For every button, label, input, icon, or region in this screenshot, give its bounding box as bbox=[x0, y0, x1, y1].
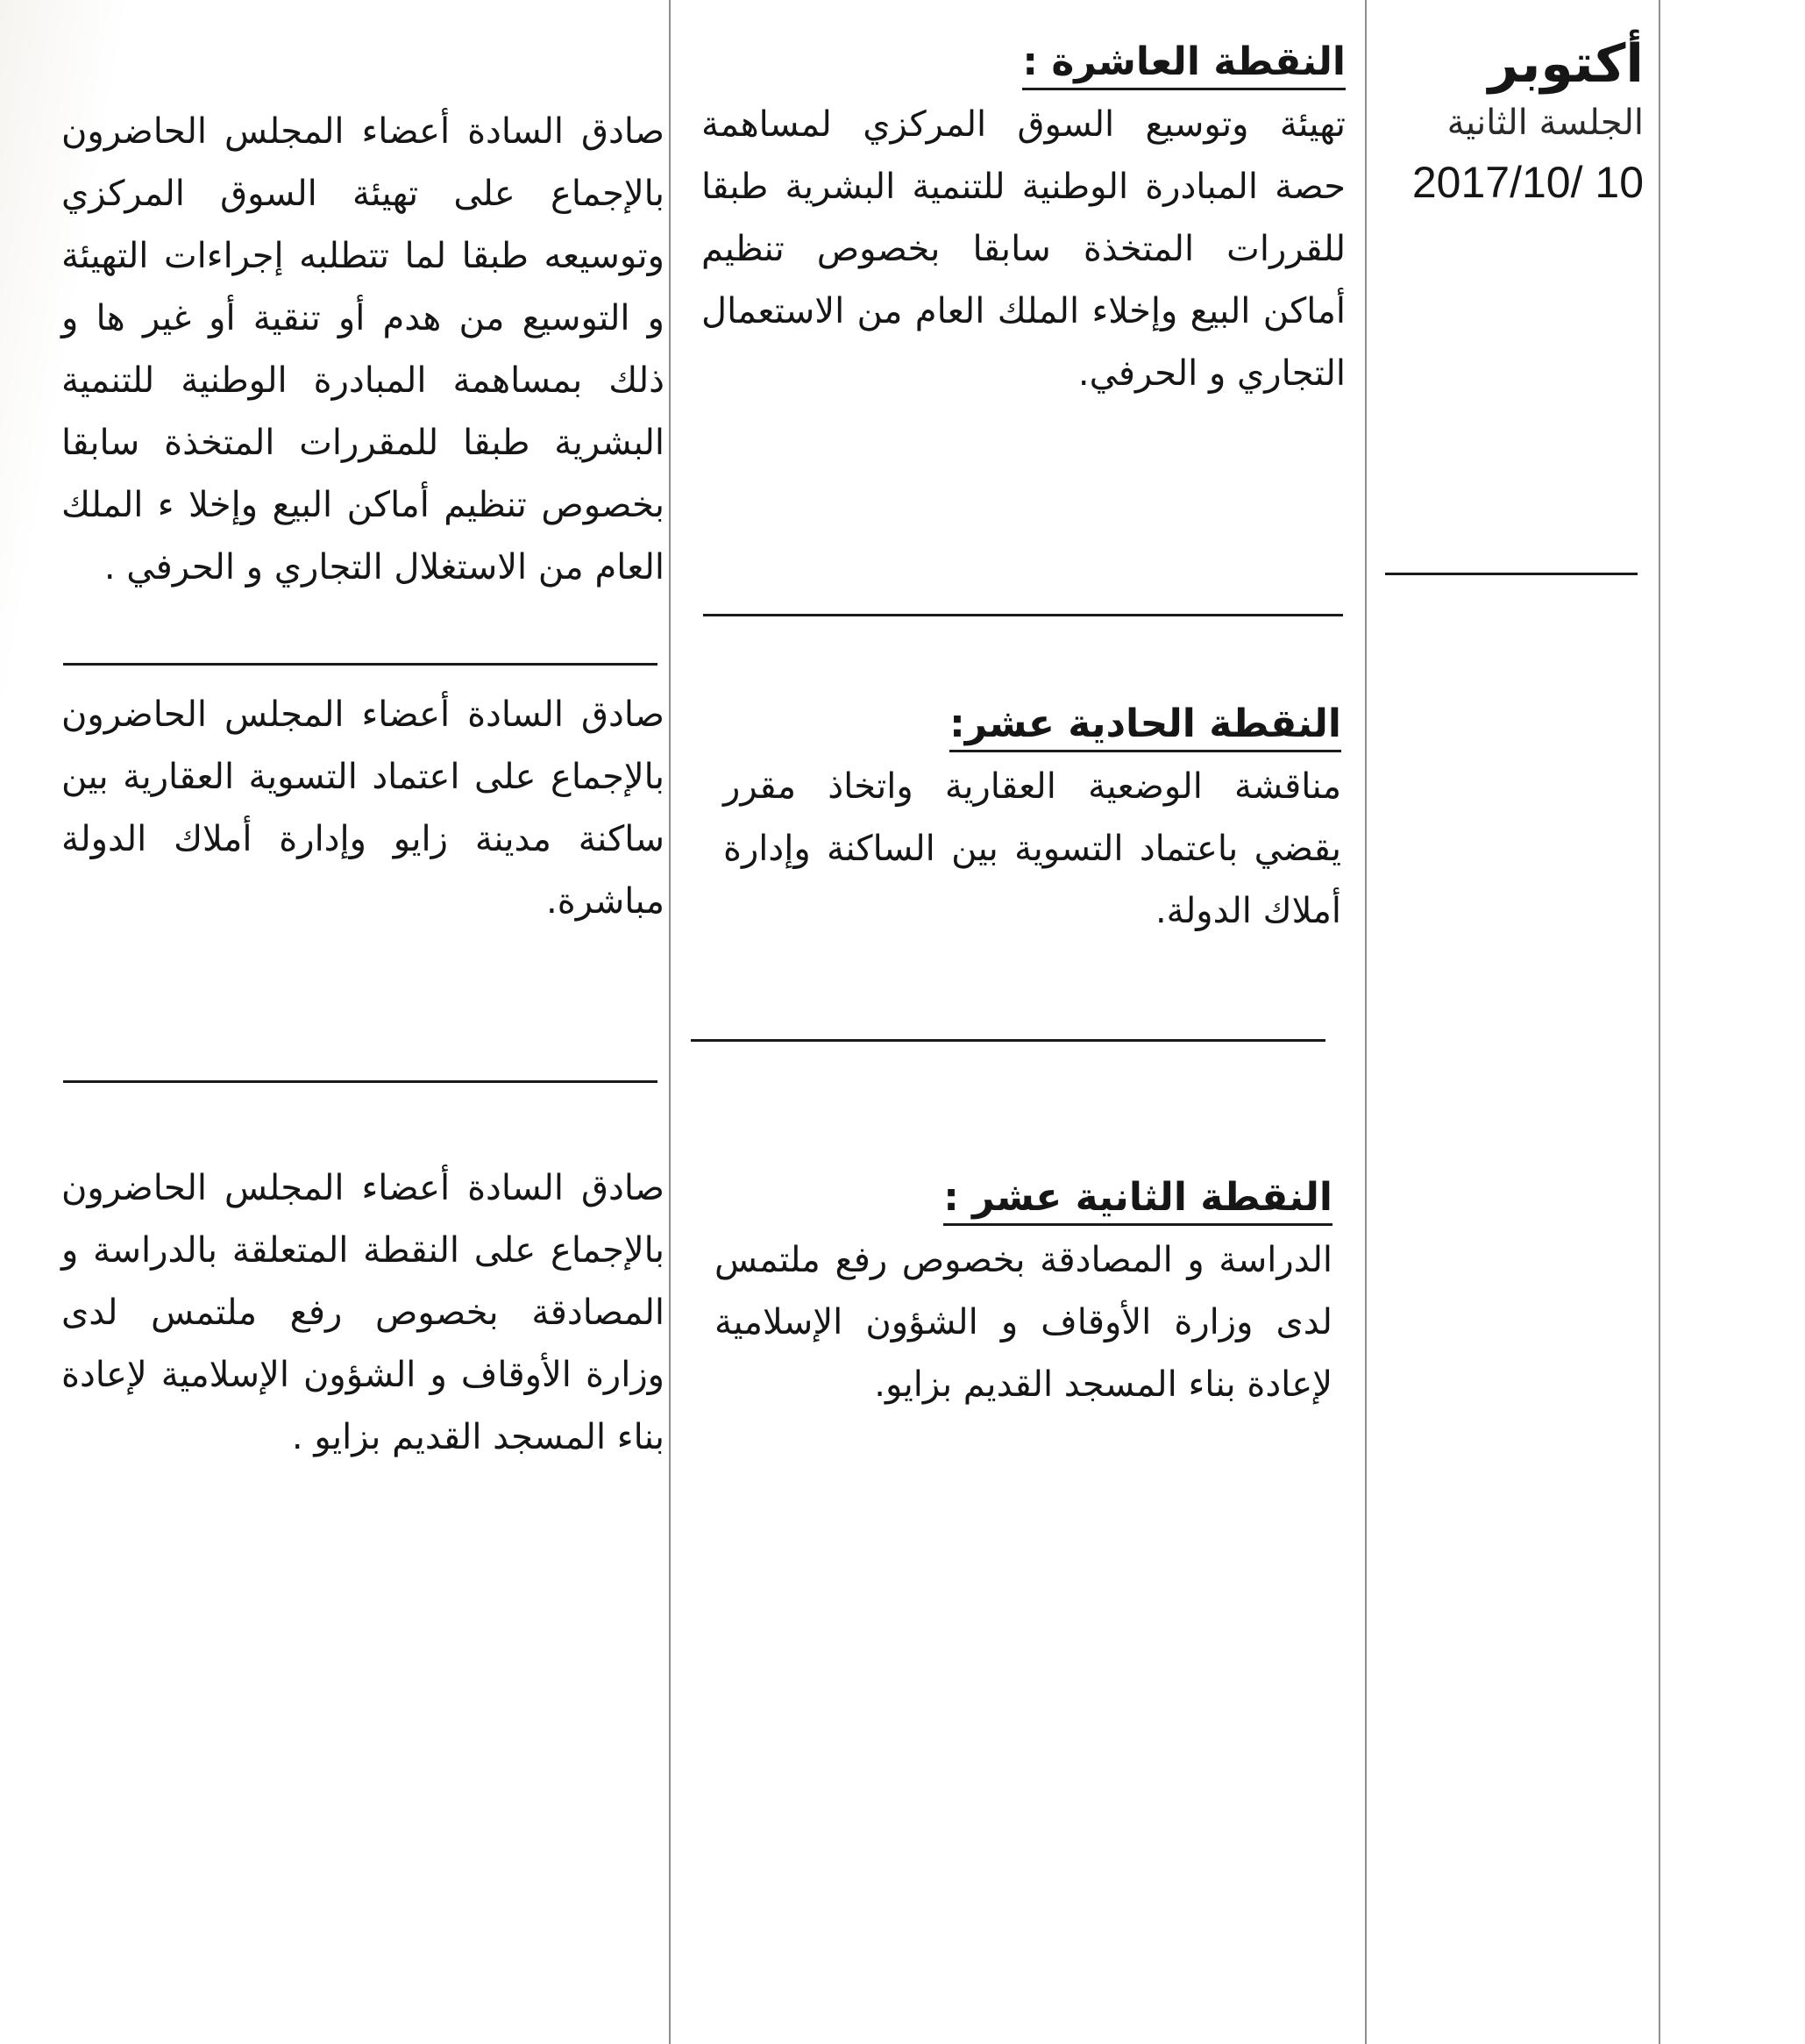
point-11-description bbox=[723, 702, 1341, 943]
point-10-heading-wrap bbox=[701, 39, 1346, 90]
point-12-decision-text: صادق السادة أعضاء المجلس الحاضرون بالإجماع على النقطة المتعلقة بالدراسة و المصادقة بخصوص رفع ملتمس لدى وزارة الأوقاف و الشؤون الإسلامية لإعادة بناء المسجد القديم بزايو . bbox=[61, 1168, 664, 1457]
point-11-decision bbox=[61, 684, 664, 933]
point-11-rule bbox=[691, 1039, 1325, 1042]
session-date: 2017/10/ 10 bbox=[1411, 158, 1644, 207]
point-11-heading: النقطة الحادية عشر: bbox=[949, 702, 1341, 752]
point-12-heading: النقطة الثانية عشر : bbox=[943, 1175, 1332, 1226]
point-10-decision-rule bbox=[63, 663, 657, 666]
date-column-rule bbox=[1385, 573, 1638, 575]
date-column bbox=[1381, 35, 1644, 209]
point-10-text: تهيئة وتوسيع السوق المركزي لمساهمة حصة المبادرة الوطنية للتنمية البشرية طبقا للقررات المتخذة سابقا بخصوص تنظيم أماكن البيع وإخلاء الملك العام من الاستعمال التجاري و الحرفي. bbox=[701, 103, 1346, 394]
point-10-decision bbox=[61, 101, 664, 599]
point-12-heading-wrap bbox=[714, 1175, 1332, 1226]
session-label: الجلسة الثانية bbox=[1446, 103, 1644, 143]
point-12-text: الدراسة و المصادقة بخصوص رفع ملتمس لدى وزارة الأوقاف و الشؤون الإسلامية لإعادة بناء المسجد القديم بزايو. bbox=[714, 1239, 1332, 1405]
point-10-heading: النقطة العاشرة : bbox=[1022, 39, 1346, 90]
point-10-description bbox=[701, 39, 1346, 405]
point-11-decision-text: صادق السادة أعضاء المجلس الحاضرون بالإجماع على اعتماد التسوية العقارية بين ساكنة مدينة زايو وإدارة أملاك الدولة مباشرة. bbox=[61, 694, 664, 922]
point-11-text: مناقشة الوضعية العقارية واتخاذ مقرر يقضي باعتماد التسوية بين الساكنة وإدارة أملاك الدولة. bbox=[723, 766, 1341, 931]
point-12-decision bbox=[61, 1157, 664, 1469]
point-11-decision-rule bbox=[63, 1080, 657, 1083]
month-label: أكتوبر bbox=[1488, 33, 1644, 95]
point-12-description bbox=[714, 1175, 1332, 1416]
point-10-rule bbox=[703, 614, 1343, 616]
point-11-heading-wrap bbox=[723, 702, 1341, 752]
column-border-middle bbox=[1365, 0, 1367, 2044]
column-border-right bbox=[1659, 0, 1660, 2044]
point-10-decision-text: صادق السادة أعضاء المجلس الحاضرون بالإجماع على تهيئة السوق المركزي وتوسيعه طبقا لما تتطلبه إجراءات التهيئة و التوسيع من هدم أو تنقية أو غير ها و ذلك بمساهمة المبادرة الوطنية للتنمية البشرية طبقا للمقررات المتخذة سابقا بخصوص تنظيم أماكن البيع وإخلا ء الملك العام من الاستغلال التجاري و الحرفي . bbox=[61, 111, 664, 588]
column-border-left bbox=[669, 0, 671, 2044]
